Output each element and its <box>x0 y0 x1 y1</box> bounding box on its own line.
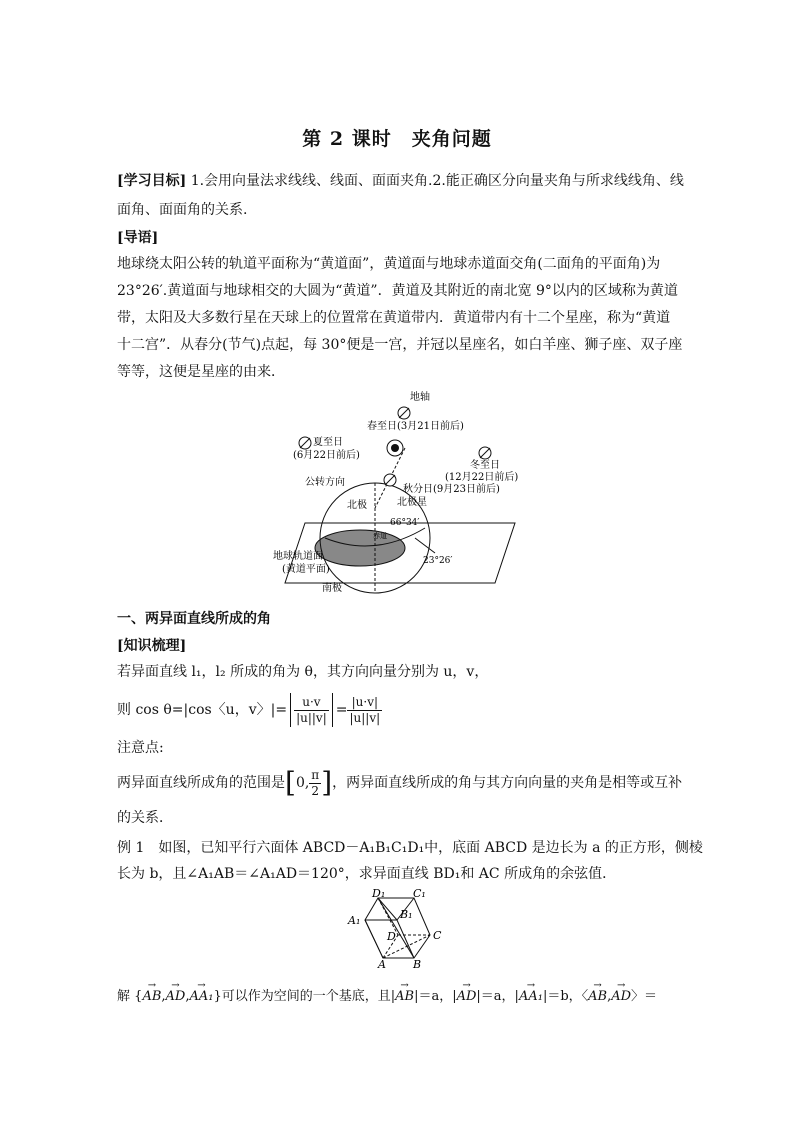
summer-label: 夏至日 <box>313 437 343 448</box>
vector-ad-2: → AD <box>457 987 477 1007</box>
orbit-label: 地球轨道面 <box>273 551 323 562</box>
fraction-denominator: |u||v| <box>296 710 327 725</box>
solution-text-5: |＝b，〈 <box>542 989 589 1004</box>
knowledge-label: [知识梳理] <box>117 638 187 654</box>
angle-label-2: 23°26′ <box>423 556 453 566</box>
range-line-2: 的关系． <box>117 810 173 826</box>
range-prefix: 两异面直线所成角的范围是 <box>117 775 285 791</box>
winter-label: 冬至日 <box>470 460 500 471</box>
page-title: 第 2 课时 夹角问题 <box>302 128 492 150</box>
intro-line-5: 等等，这便是星座的由来． <box>117 364 285 380</box>
label-d1: D₁ <box>372 888 386 900</box>
parallelepiped-diagram <box>340 888 450 970</box>
objectives-text-1: 1.会用向量法求线线、线面、面面夹角.2.能正确区分向量夹角与所求线线角、线 <box>186 173 684 189</box>
solution-text-3: |＝a，| <box>414 989 457 1004</box>
solution-line: 解 {→ AB,→ AD,→ AA₁}可以作为空间的一个基底，且|→ AB|＝a，|→ AD|＝a，|→ AA₁|＝b，〈→ AB,→ AD〉＝ <box>117 987 677 1007</box>
orbit-label-2: (黄道平面) <box>282 564 330 575</box>
knowledge-line-1: 若异面直线 l₁，l₂ 所成的角为 θ，其方向向量分别为 u，v， <box>117 664 489 680</box>
note-label: 注意点: <box>117 740 164 756</box>
formula-fraction-2 <box>347 695 382 726</box>
fraction-numerator-2: |u·v| <box>347 695 382 711</box>
objectives-label: [学习目标] <box>117 173 187 189</box>
range-line <box>117 762 683 804</box>
spring-label: 春至日(3月21日前后) <box>367 421 464 432</box>
pi-numerator: π <box>311 767 320 782</box>
label-c1: C₁ <box>413 888 426 900</box>
solution-label: 解 <box>117 989 131 1004</box>
north-pole-label: 北极 <box>347 500 367 511</box>
intro-line-1: 地球绕太阳公转的轨道平面称为“黄道面”，黄道面与地球赤道面交角(二面角的平面角)为 <box>117 256 661 272</box>
south-pole-label: 南极 <box>322 583 342 594</box>
edge-a1-a <box>365 920 383 958</box>
angle-label-1: 66°34′ <box>390 518 420 528</box>
vector-ab-3: → AB <box>588 987 607 1007</box>
label-b1: B₁ <box>400 908 413 921</box>
range-zero: 0, <box>295 775 310 791</box>
label-a: A <box>378 958 386 970</box>
fraction-numerator: u·v <box>294 695 329 711</box>
vector-aa1: → AA₁ <box>189 987 213 1007</box>
left-bracket: [ <box>285 766 296 799</box>
label-a1: A₁ <box>348 914 361 927</box>
solution-text-2: }可以作为空间的一个基底，且| <box>213 989 396 1004</box>
solution-text-1: { <box>134 989 143 1004</box>
fraction-denominator-2: |u||v| <box>349 710 381 725</box>
objectives-text-2: 面角、面面角的关系. <box>117 202 248 218</box>
learning-objectives <box>117 171 684 191</box>
pi-denominator: 2 <box>311 783 320 798</box>
vector-ab: → AB <box>142 987 161 1007</box>
intro-line-2: 23°26′.黄道面与地球相交的大圆为“黄道”．黄道及其附近的南北宽 9°以内的区域称为黄道 <box>117 283 678 299</box>
autumn-label: 秋分日(9月23日前后) <box>403 484 500 495</box>
edge-d1-b1 <box>378 898 397 920</box>
pi-over-two <box>309 768 321 799</box>
winter-date-label: (12月22日前后) <box>445 472 519 483</box>
label-b: B <box>413 958 422 970</box>
ecliptic-ellipse <box>315 530 405 566</box>
solution-text-4: |＝a，| <box>476 989 519 1004</box>
intro-line-3: 带，太阳及大多数行星在天球上的位置常在黄道带内．黄道带内有十二个星座，称为“黄道 <box>117 310 671 326</box>
hexagon-outline <box>365 898 430 958</box>
formula-fraction-1 <box>294 695 329 726</box>
vector-ad: → AD <box>166 987 186 1007</box>
angle-mark <box>415 538 435 553</box>
abs-bar-right <box>332 693 333 727</box>
solution-text-6: 〉＝ <box>631 989 658 1004</box>
equator-label: 赤道 <box>373 532 387 540</box>
cos-formula <box>117 690 677 730</box>
intro-label: [导语] <box>117 230 159 246</box>
vector-ab-2: → AB <box>395 987 414 1007</box>
formula-prefix: 则 cos θ=|cos〈u，v〉|= <box>117 702 288 718</box>
summer-date-label: (6月22日前后) <box>293 450 360 461</box>
sun-icon <box>387 440 403 456</box>
vector-aa1-2: → AA₁ <box>519 987 543 1007</box>
label-d: D <box>387 930 396 943</box>
intro-line-4: 十二宫”．从春分(节气)点起，每 30°便是一宫，并冠以星座名，如白羊座、狮子座、双子座 <box>117 337 683 353</box>
label-c: C <box>433 929 442 942</box>
section-heading: 一、两异面直线所成的角 <box>117 611 271 627</box>
ecliptic-diagram <box>265 388 545 598</box>
edge-b1-b <box>397 920 414 958</box>
vector-ad-3: → AD <box>611 987 631 1007</box>
formula-equals: = <box>335 702 348 718</box>
diagonal-bd1 <box>378 898 414 958</box>
example-line-1: 例 1 如图，已知平行六面体 ABCD－A₁B₁C₁D₁中，底面 ABCD 是边长为 a 的正方形，侧棱 <box>117 840 703 856</box>
direction-label: 公转方向 <box>305 477 345 488</box>
right-bracket: ] <box>321 766 333 799</box>
abs-bar-left <box>290 693 291 727</box>
polaris-label: 北极星 <box>397 497 427 508</box>
example-line-2: 长为 b，且∠A₁AB＝∠A₁AD＝120°，求异面直线 BD₁和 AC 所成角的余弦值． <box>117 866 617 882</box>
axis-label: 地轴 <box>410 392 430 403</box>
range-suffix: ，两异面直线所成的角与其方向向量的夹角是相等或互补 <box>332 775 683 791</box>
